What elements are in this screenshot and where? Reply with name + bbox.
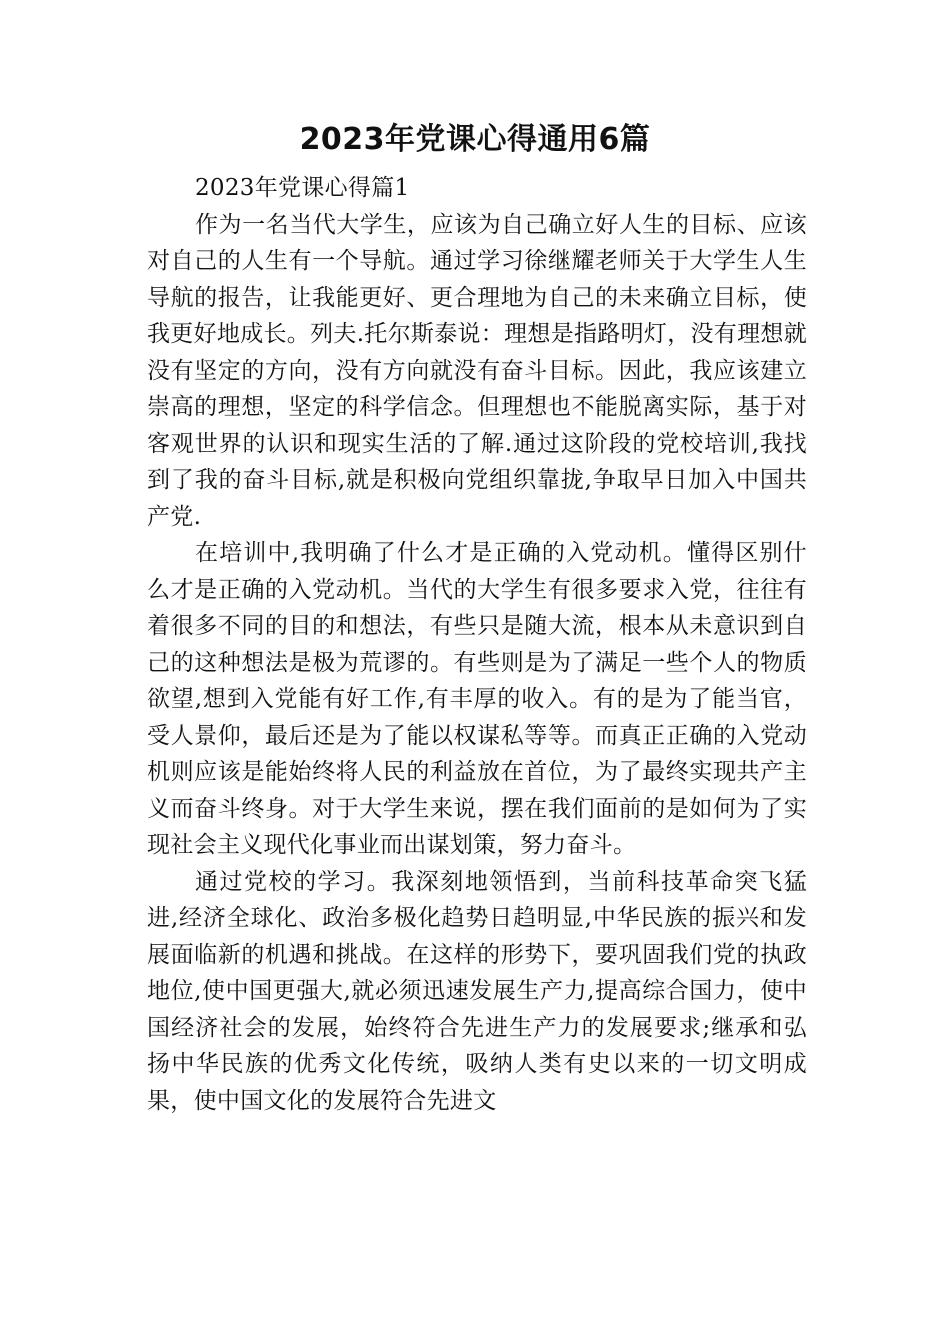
section-heading: 2023年党课心得篇1 bbox=[195, 175, 410, 201]
paragraph-3: 通过党校的学习。我深刻地领悟到，当前科技革命突飞猛进,经济全球化、政治多极化趋势日趋明显,中华民族的振兴和发展面临新的机遇和挑战。在这样的形势下，要巩固我们党的执政地位,使中国更强大,就必须迅速发展生产力,提高综合国力，使中国经济社会的发展，始终符合先进生产力的发展要求;继承和弘扬中华民族的优秀文化传统，吸纳人类有史以来的一切文明成果，使中国文化的发展符合先进文 bbox=[147, 868, 807, 1114]
document-body bbox=[147, 170, 807, 1119]
paragraph-2: 在培训中,我明确了什么才是正确的入党动机。懂得区别什么才是正确的入党动机。当代的大学生有很多要求入党，往往有着很多不同的目的和想法，有些只是随大流，根本从未意识到自己的这种想法是极为荒谬的。有些则是为了满足一些个人的物质欲望,想到入党能有好工作,有丰厚的收入。有的是为了能当官，受人景仰，最后还是为了能以权谋私等等。而真正正确的入党动机则应该是能始终将人民的利益放在首位，为了最终实现共产主义而奋斗终身。对于大学生来说，摆在我们面前的是如何为了实现社会主义现代化事业而出谋划策，努力奋斗。 bbox=[147, 540, 807, 858]
document-title: 2023年党课心得通用6篇 bbox=[299, 122, 651, 157]
paragraph-1: 作为一名当代大学生，应该为自己确立好人生的目标、应该对自己的人生有一个导航。通过学习徐继耀老师关于大学生人生导航的报告，让我能更好、更合理地为自己的未来确立目标，使我更好地成长。列夫.托尔斯泰说：理想是指路明灯，没有理想就没有坚定的方向，没有方向就没有奋斗目标。因此，我应该建立崇高的理想，坚定的科学信念。但理想也不能脱离实际，基于对客观世界的认识和现实生活的了解.通过这阶段的党校培训,我找到了我的奋斗目标,就是积极向党组织靠拢,争取早日加入中国共产党. bbox=[147, 211, 808, 530]
